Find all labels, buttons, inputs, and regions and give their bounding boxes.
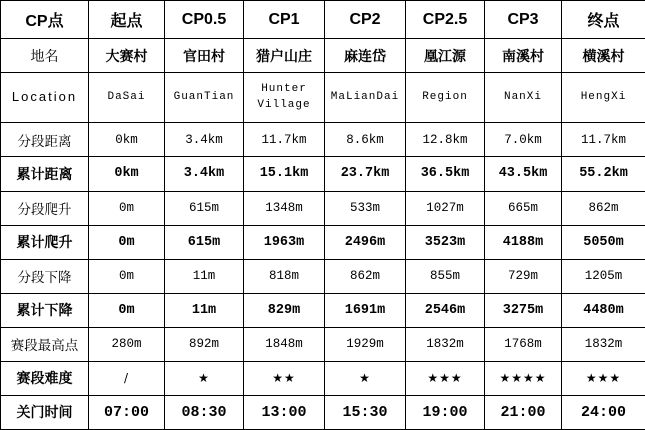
row-label-segment-difficulty: 赛段难度 <box>1 361 89 395</box>
table-cell: 615m <box>165 191 244 225</box>
table-row-segment-descent <box>1 259 645 293</box>
table-cell: 24:00 <box>562 395 645 429</box>
table-cell: 0km <box>89 123 165 157</box>
row-label-cumulative-ascent: 累计爬升 <box>1 225 89 259</box>
table-cell: 南溪村 <box>485 39 562 73</box>
cell-cp05: CP0.5 <box>165 1 244 39</box>
table-cell: 55.2km <box>562 157 645 191</box>
table-cell: 1691m <box>325 293 406 327</box>
table-cell: DaSai <box>89 73 165 123</box>
table-cell: 0km <box>89 157 165 191</box>
table-cell: 1848m <box>244 327 325 361</box>
table-cell: 892m <box>165 327 244 361</box>
row-label-segment-distance: 分段距离 <box>1 123 89 157</box>
row-label-location: Location <box>1 73 89 123</box>
table-cell: 818m <box>244 259 325 293</box>
row-label-segment-ascent: 分段爬升 <box>1 191 89 225</box>
table-cell: 2496m <box>325 225 406 259</box>
table-row-location <box>1 73 645 123</box>
table-row-cumulative-distance <box>1 157 645 191</box>
table-cell: 11m <box>165 293 244 327</box>
table-cell: 36.5km <box>406 157 485 191</box>
star-rating: ★★★ <box>406 361 485 395</box>
table-cell: 猎户山庄 <box>244 39 325 73</box>
table-cell: 横溪村 <box>562 39 645 73</box>
table-cell: 7.0km <box>485 123 562 157</box>
table-cell: 11.7km <box>562 123 645 157</box>
star-rating: ★ <box>325 361 406 395</box>
star-rating: ★★★ <box>562 361 645 395</box>
table-cell: 862m <box>562 191 645 225</box>
table-cell: 21:00 <box>485 395 562 429</box>
table-cell: 855m <box>406 259 485 293</box>
table-cell: 4480m <box>562 293 645 327</box>
table-cell: 麻连岱 <box>325 39 406 73</box>
cell-cp1: CP1 <box>244 1 325 39</box>
table-row-cumulative-ascent <box>1 225 645 259</box>
table-cell: 665m <box>485 191 562 225</box>
table-cell: 1963m <box>244 225 325 259</box>
cell-cp3: CP3 <box>485 1 562 39</box>
row-label-cumulative-descent: 累计下降 <box>1 293 89 327</box>
table-row-segment-ascent <box>1 191 645 225</box>
table-row-segment-difficulty <box>1 361 645 395</box>
table-cell: 12.8km <box>406 123 485 157</box>
table-cell: 3.4km <box>165 123 244 157</box>
table-cell: 08:30 <box>165 395 244 429</box>
table-cell: 615m <box>165 225 244 259</box>
cell-cp25: CP2.5 <box>406 1 485 39</box>
table-cell: MaLianDai <box>325 73 406 123</box>
table-cell: 0m <box>89 259 165 293</box>
table-cell: 大赛村 <box>89 39 165 73</box>
table-cell: 1205m <box>562 259 645 293</box>
table-cell: 1768m <box>485 327 562 361</box>
table-cell: 07:00 <box>89 395 165 429</box>
row-label-place-name: 地名 <box>1 39 89 73</box>
table-cell: 1348m <box>244 191 325 225</box>
table-cell: 19:00 <box>406 395 485 429</box>
table-cell: 11m <box>165 259 244 293</box>
table-cell: 15:30 <box>325 395 406 429</box>
cell-start: 起点 <box>89 1 165 39</box>
table-row-cutoff-time <box>1 395 645 429</box>
table-row-header <box>1 1 645 39</box>
table-cell: 1832m <box>406 327 485 361</box>
table-cell: 3523m <box>406 225 485 259</box>
table-cell: 533m <box>325 191 406 225</box>
table-cell: Region <box>406 73 485 123</box>
table-cell: 3275m <box>485 293 562 327</box>
table-cell: 15.1km <box>244 157 325 191</box>
table-cell: 4188m <box>485 225 562 259</box>
table-cell: 729m <box>485 259 562 293</box>
table-cell: Hunter Village <box>244 73 325 123</box>
star-rating: ★★ <box>244 361 325 395</box>
table-row-place-name <box>1 39 645 73</box>
table-row-cumulative-descent <box>1 293 645 327</box>
row-label-segment-descent: 分段下降 <box>1 259 89 293</box>
table-cell: 829m <box>244 293 325 327</box>
table-row-segment-highest <box>1 327 645 361</box>
table-cell: 280m <box>89 327 165 361</box>
table-cell: 官田村 <box>165 39 244 73</box>
table-cell: 0m <box>89 191 165 225</box>
cell-cp2: CP2 <box>325 1 406 39</box>
row-label-segment-highest: 赛段最高点 <box>1 327 89 361</box>
table-cell: 2546m <box>406 293 485 327</box>
table-cell: 43.5km <box>485 157 562 191</box>
table-cell: 5050m <box>562 225 645 259</box>
table-cell: 8.6km <box>325 123 406 157</box>
row-label-cp: CP点 <box>1 1 89 39</box>
table-cell: 凰江源 <box>406 39 485 73</box>
table-cell: GuanTian <box>165 73 244 123</box>
row-label-cumulative-distance: 累计距离 <box>1 157 89 191</box>
table-cell: 3.4km <box>165 157 244 191</box>
table-cell: 0m <box>89 225 165 259</box>
cell-finish: 终点 <box>562 1 645 39</box>
table-cell: NanXi <box>485 73 562 123</box>
table-cell: 0m <box>89 293 165 327</box>
table-row-segment-distance <box>1 123 645 157</box>
table-cell: 1929m <box>325 327 406 361</box>
star-rating: ★ <box>165 361 244 395</box>
row-label-cutoff-time: 关门时间 <box>1 395 89 429</box>
table-cell: 1832m <box>562 327 645 361</box>
table-cell: 862m <box>325 259 406 293</box>
table-cell: 1027m <box>406 191 485 225</box>
table-cell: 23.7km <box>325 157 406 191</box>
star-rating: / <box>89 361 165 395</box>
star-rating: ★★★★ <box>485 361 562 395</box>
table-cell: HengXi <box>562 73 645 123</box>
table-cell: 11.7km <box>244 123 325 157</box>
table-cell: 13:00 <box>244 395 325 429</box>
